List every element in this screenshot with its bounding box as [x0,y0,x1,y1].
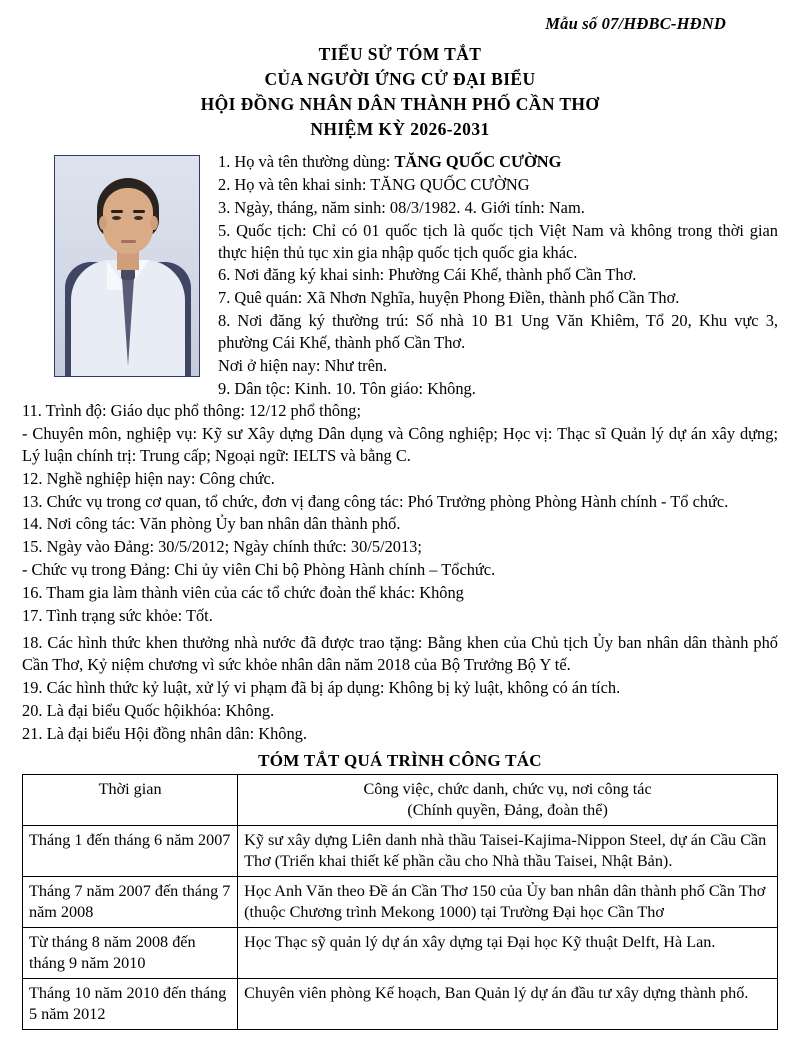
field-permanent-residence: 8. Nơi đăng ký thường trú: Số nhà 10 B1 Ung Văn Khiêm, Tổ 20, Khu vực 3, phường Cái Khế, thành phố Cần Thơ. [218,311,778,352]
title-line-2: CỦA NGƯỜI ỨNG CỬ ĐẠI BIỂU [264,68,536,89]
field-disciplinary: 19. Các hình thức kỷ luật, xử lý vi phạm đã bị áp dụng: Không bị kỷ luật, không có án tích. [22,678,621,698]
column-header-work-line2: (Chính quyền, Đảng, đoàn thể) [407,800,608,819]
field-position: 13. Chức vụ trong cơ quan, tổ chức, đơn vị đang công tác: Phó Trưởng phòng Phòng Hành chính - Tổ chức. [22,491,729,511]
table-header-row [23,774,778,825]
field-awards: 18. Các hình thức khen thưởng nhà nước đã được trao tặng: Bằng khen của Chủ tịch Ủy ban nhân dân thành phố Cần Thơ, Kỷ niệm chương vì sức khỏe nhân dân năm 2018 của Bộ Trưởng Bộ Y tế. [22,633,778,675]
field-dob-gender: 3. Ngày, tháng, năm sinh: 08/3/1982. 4. Giới tính: Nam. [218,198,585,217]
title-line-1: TIỂU SỬ TÓM TẮT [318,44,482,64]
field-1-value: TĂNG QUỐC CƯỜNG [394,152,562,172]
title-line-3: HỘI ĐỒNG NHÂN DÂN THÀNH PHỐ CẦN THƠ [200,93,600,114]
biography-body [22,151,778,744]
column-header-time: Thời gian [23,774,238,825]
table-row [23,876,778,927]
title-line-4: NHIỆM KỲ 2026-2031 [310,118,490,139]
field-current-residence: Nơi ở hiện nay: Như trên. [218,355,388,375]
field-birth-registration: 6. Nơi đăng ký khai sinh: Phường Cái Khế, thành phố Cần Thơ. [218,265,637,285]
field-birth-name: 2. Họ và tên khai sinh: TĂNG QUỐC CƯỜNG [218,175,530,195]
field-party-position: - Chức vụ trong Đảng: Chi ủy viên Chi bộ Phòng Hành chính – Tổchức. [22,560,496,579]
row-time: Tháng 1 đến tháng 6 năm 2007 [23,825,238,876]
row-description: Học Anh Văn theo Đề án Cần Thơ 150 của Ủy ban nhân dân thành phố Cần Thơ (thuộc Chương trình Mekong 1000) tại Trường Đại học Cần Thơ [238,876,778,927]
photo-face [103,188,153,254]
photo-mouth [121,240,136,243]
field-other-organizations: 16. Tham gia làm thành viên của các tổ chức đoàn thể khác: Không [22,582,464,602]
column-header-work [238,774,778,825]
field-people-council-deputy: 21. Là đại biểu Hội đồng nhân dân: Không. [22,723,307,743]
table-row [23,927,778,978]
row-time: Từ tháng 8 năm 2008 đến tháng 9 năm 2010 [23,927,238,978]
column-header-work-line1: Công việc, chức danh, chức vụ, nơi công tác [363,779,652,798]
candidate-portrait-photo [54,155,200,377]
photo-eyebrow-right [133,210,145,213]
portrait-photo-frame [54,155,206,377]
table-row [23,979,778,1030]
photo-eyebrow-left [111,210,123,213]
field-occupation: 12. Nghề nghiệp hiện nay: Công chức. [22,468,275,488]
work-history-table [22,774,778,1031]
row-description: Chuyên viên phòng Kế hoạch, Ban Quản lý dự án đầu tư xây dựng thành phố. [238,979,778,1030]
field-health-status: 17. Tình trạng sức khỏe: Tốt. [22,605,213,625]
field-education-level: 11. Trình độ: Giáo dục phổ thông: 12/12 phổ thông; [22,401,362,421]
field-ethnicity-religion: 9. Dân tộc: Kinh. 10. Tôn giáo: Không. [218,378,476,398]
table-row [23,825,778,876]
field-workplace: 14. Nơi công tác: Văn phòng Ủy ban nhân dân thành phố. [22,514,401,534]
document-title-block [22,42,778,141]
field-1-label: 1. Họ và tên thường dùng: [218,152,395,172]
row-description: Kỹ sư xây dựng Liên danh nhà thầu Taisei-Kajima-Nippon Steel, dự án Cầu Cần Thơ (Triển khai thiết kế phần cầu cho Nhà thầu Taisei, Nhật Bản). [238,825,778,876]
field-party-join-date: 15. Ngày vào Đảng: 30/5/2012; Ngày chính thức: 30/5/2013; [22,537,422,557]
row-time: Tháng 10 năm 2010 đến tháng 5 năm 2012 [23,979,238,1030]
work-history-title: TÓM TẮT QUÁ TRÌNH CÔNG TÁC [258,750,542,770]
field-national-assembly-deputy: 20. Là đại biểu Quốc hộikhóa: Không. [22,700,275,720]
form-code: Mẫu số 07/HĐBC-HĐND [545,14,726,33]
field-hometown: 7. Quê quán: Xã Nhơn Nghĩa, huyện Phong Điền, thành phố Cần Thơ. [218,288,680,308]
photo-necktie [122,278,134,366]
field-nationality: 5. Quốc tịch: Chỉ có 01 quốc tịch là quốc tịch Việt Nam và không trong thời gian thực hiện thủ tục xin gia nhập quốc tịch quốc gia khác. [218,220,778,262]
row-time: Tháng 7 năm 2007 đến tháng 7 năm 2008 [23,876,238,927]
field-education-detail: - Chuyên môn, nghiệp vụ: Kỹ sư Xây dựng Dân dụng và Công nghiệp; Học vị: Thạc sĩ Quản lý dự án xây dựng; Lý luận chính trị: Trung cấp; Ngoại ngữ: IELTS và bằng C. [22,424,778,465]
row-description: Học Thạc sỹ quản lý dự án xây dựng tại Đại học Kỹ thuật Delft, Hà Lan. [238,927,778,978]
